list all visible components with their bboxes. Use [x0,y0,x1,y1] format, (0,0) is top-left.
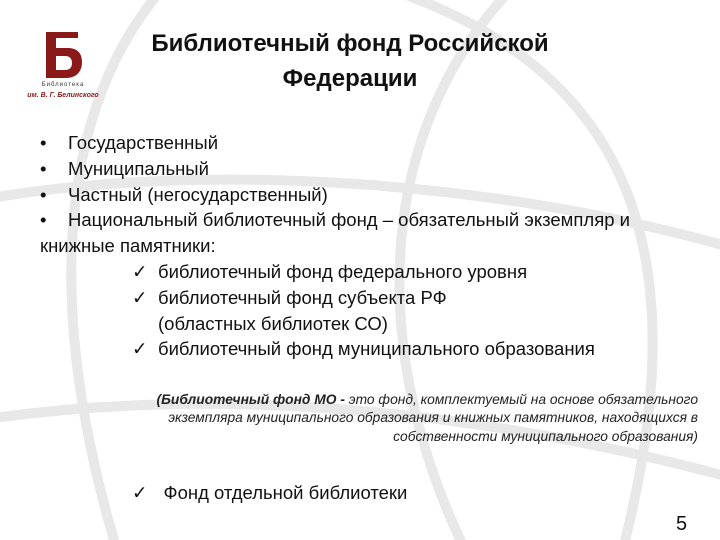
slide-number: 5 [676,513,688,535]
checkmark-icon: ✓ [132,338,148,360]
note-paragraph [100,391,698,446]
sub-item-text: библиотечный фонд субъекта РФ (областных библиотек СО) [158,286,447,334]
sub-item-last [132,482,407,504]
checkmark-icon: ✓ [132,260,148,282]
sub-item [40,259,690,285]
checkmark-icon: ✓ [132,482,148,503]
bullet-icon: • [40,183,47,205]
bullet-text: Муниципальный [68,157,209,179]
slide-title [140,26,560,96]
slide-content [40,130,690,362]
logo-text-top: Библиотека [41,82,85,88]
bullet-item-national-fund [40,207,690,259]
logo-mark-icon [40,26,86,80]
bullet-item [40,156,690,182]
slide-title-line1: Библиотечный фонд Российской [151,30,549,57]
library-logo [22,26,104,106]
bullet-item [40,130,690,156]
sub-item [40,285,548,337]
note-text: это фонд, комплектуемый на основе обязательного экземпляра муниципального образования и книжных памятников, находящихся в собственности муниципального образования) [168,392,698,444]
bullet-text: Государственный [68,132,219,153]
bullet-item [40,182,690,208]
slide-title-line2: Федерации [282,65,418,92]
sub-item-text: библиотечный фонд муниципального образования [158,338,595,360]
bullet-text: Национальный библиотечный фонд – обязательный экземпляр и книжные памятники: [40,209,630,257]
bullet-icon: • [40,132,47,153]
sub-item-text: Фонд отдельной библиотеки [163,482,408,503]
bullet-icon: • [40,209,47,231]
checkmark-icon: ✓ [132,286,148,308]
sub-item [40,336,690,362]
sub-item-text: библиотечный фонд федерального уровня [158,260,528,282]
bullet-icon: • [40,157,47,179]
logo-text-bottom: им. В. Г. Белинского [27,92,99,99]
bullet-text: Частный (негосударственный) [68,183,328,205]
note-bold-text: (Библиотечный фонд МО - [156,392,345,407]
